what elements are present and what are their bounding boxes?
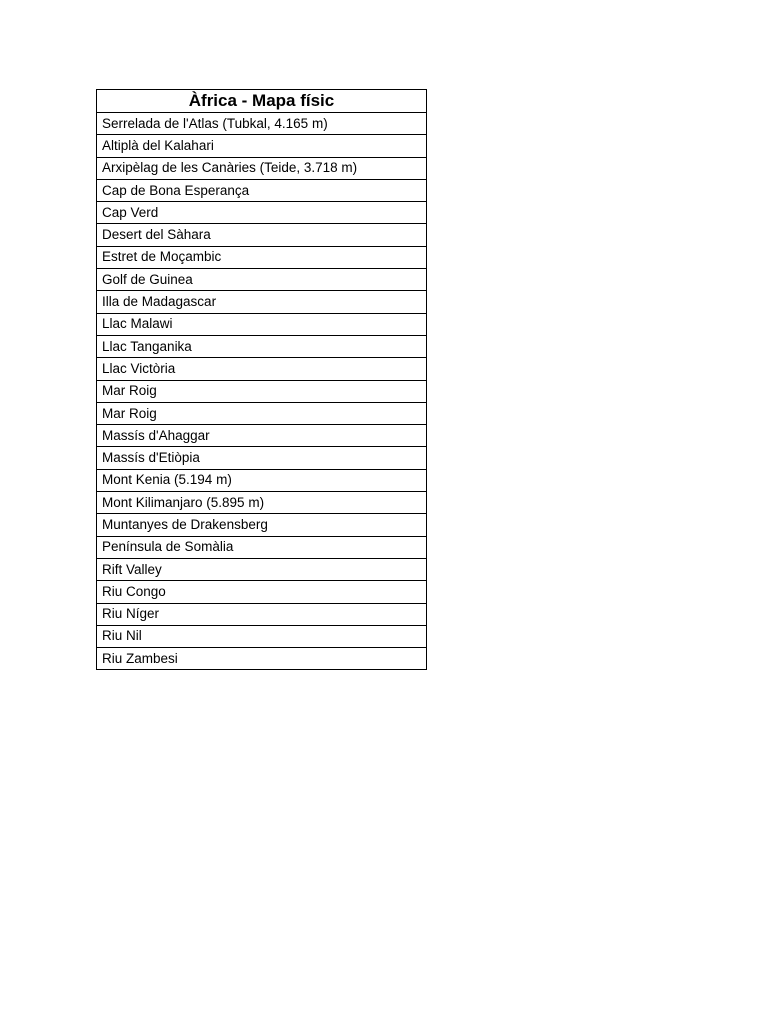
table-row: [97, 558, 427, 580]
table-row: [97, 625, 427, 647]
table-row: [97, 358, 427, 380]
table-title: Àfrica - Mapa físic: [97, 90, 427, 113]
table-cell: Serrelada de l'Atlas (Tubkal, 4.165 m): [97, 113, 427, 135]
table-cell: Muntanyes de Drakensberg: [97, 514, 427, 536]
table-row: [97, 224, 427, 246]
table-row: [97, 581, 427, 603]
table-row: [97, 536, 427, 558]
table-row: [97, 291, 427, 313]
table-cell: Mar Roig: [97, 402, 427, 424]
table-row: [97, 425, 427, 447]
table-cell: Desert del Sàhara: [97, 224, 427, 246]
table-header-row: [97, 90, 427, 113]
table-cell: Mont Kenia (5.194 m): [97, 469, 427, 491]
table-row: [97, 603, 427, 625]
table-cell: Llac Tanganika: [97, 335, 427, 357]
table-cell: Riu Congo: [97, 581, 427, 603]
table-row: [97, 135, 427, 157]
table-row: [97, 179, 427, 201]
table-body: [97, 113, 427, 670]
africa-physical-map-table: [96, 89, 427, 670]
table-row: [97, 492, 427, 514]
table-row: [97, 514, 427, 536]
table-row: [97, 313, 427, 335]
table-cell: Massís d'Etiòpia: [97, 447, 427, 469]
table-row: [97, 335, 427, 357]
table-row: [97, 402, 427, 424]
table-cell: Rift Valley: [97, 558, 427, 580]
table-cell: Cap Verd: [97, 202, 427, 224]
table-row: [97, 246, 427, 268]
table-cell: Arxipèlag de les Canàries (Teide, 3.718 m): [97, 157, 427, 179]
table-cell: Riu Zambesi: [97, 648, 427, 670]
table-row: [97, 113, 427, 135]
table-row: [97, 157, 427, 179]
table-cell: Illa de Madagascar: [97, 291, 427, 313]
table-row: [97, 648, 427, 670]
table-row: [97, 447, 427, 469]
table-cell: Mar Roig: [97, 380, 427, 402]
table-cell: Massís d'Ahaggar: [97, 425, 427, 447]
table-row: [97, 202, 427, 224]
table-cell: Cap de Bona Esperança: [97, 179, 427, 201]
table-row: [97, 469, 427, 491]
table-cell: Península de Somàlia: [97, 536, 427, 558]
table-cell: Estret de Moçambic: [97, 246, 427, 268]
table-cell: Golf de Guinea: [97, 269, 427, 291]
table-cell: Llac Victòria: [97, 358, 427, 380]
table-cell: Altiplà del Kalahari: [97, 135, 427, 157]
table-cell: Riu Nil: [97, 625, 427, 647]
table-row: [97, 380, 427, 402]
table-cell: Llac Malawi: [97, 313, 427, 335]
table-cell: Riu Níger: [97, 603, 427, 625]
table-row: [97, 269, 427, 291]
table-cell: Mont Kilimanjaro (5.895 m): [97, 492, 427, 514]
